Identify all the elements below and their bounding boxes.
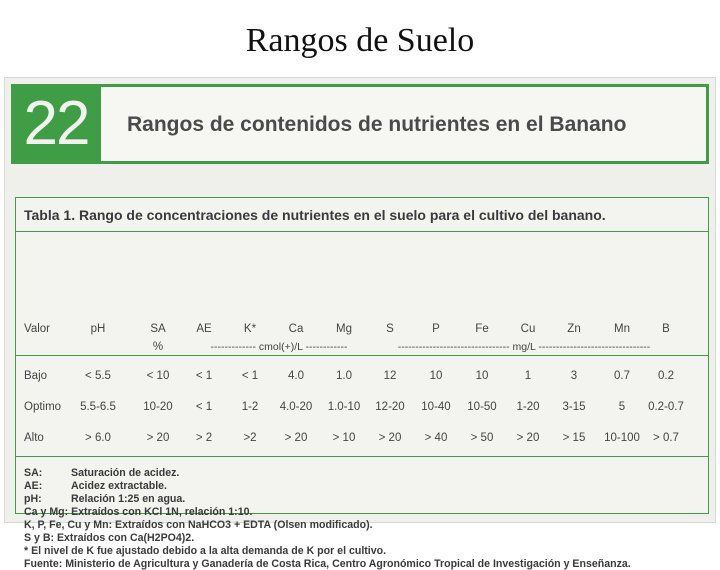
column-header: K* xyxy=(243,323,257,335)
table-cell: < 10 xyxy=(146,370,170,382)
table-cell: 10 xyxy=(475,370,489,382)
row-label: Bajo xyxy=(24,370,48,382)
table-cell: > 15 xyxy=(562,432,586,444)
column-header: Ca xyxy=(288,323,304,335)
column-header: Mg xyxy=(336,323,352,335)
note-text: Ca y Mg: Extraídos con KCl 1N, relación 1:10. xyxy=(24,506,253,518)
note-line xyxy=(24,467,179,479)
sa-unit: % xyxy=(152,341,164,353)
table-cell: > 10 xyxy=(332,432,356,444)
scanned-page xyxy=(4,77,716,570)
column-header: pH xyxy=(90,323,106,335)
note-text: Saturación de acidez. xyxy=(71,467,180,479)
note-line xyxy=(24,506,252,518)
table-cell: 12 xyxy=(383,370,397,382)
table-cell: > 2 xyxy=(195,432,213,444)
table-cell: >2 xyxy=(243,432,257,444)
table-title: Tabla 1. Rango de concentraciones de nutrientes en el suelo para el cultivo del banano. xyxy=(24,207,606,223)
table-cell: 5 xyxy=(618,401,626,413)
table-cell: 1.0 xyxy=(336,370,352,382)
table-cell: 10-40 xyxy=(421,401,451,413)
note-key: AE: xyxy=(24,480,43,492)
table-cell: > 0.7 xyxy=(653,432,679,444)
table-cell: 0.2-0.7 xyxy=(648,401,684,413)
table-cell: 1-2 xyxy=(241,401,259,413)
table-cell: 1 xyxy=(524,370,532,382)
table-rule-header xyxy=(16,355,708,356)
note-text: K, P, Fe, Cu y Mn: Extraídos con NaHCO3 + EDTA (Olsen modificado). xyxy=(24,519,373,531)
chapter-badge xyxy=(11,84,101,164)
table-cell: < 5.5 xyxy=(85,370,111,382)
chapter-number: 22 xyxy=(23,89,89,158)
table-cell: 3 xyxy=(570,370,578,382)
table-cell: > 20 xyxy=(378,432,402,444)
table-cell: 4.0-20 xyxy=(279,401,313,413)
chapter-header xyxy=(101,84,709,164)
table-cell: 10-50 xyxy=(467,401,497,413)
row-label: Alto xyxy=(24,432,44,444)
column-header: Valor xyxy=(24,323,50,335)
table-cell: < 1 xyxy=(241,370,259,382)
table-cell: 0.2 xyxy=(658,370,674,382)
table-rule-bottom xyxy=(16,456,708,457)
note-text: Fuente: Ministerio de Agricultura y Ganadería de Costa Rica, Centro Agronómico Tropical de Investigación y Enseñanza. xyxy=(24,558,631,570)
table-cell: > 40 xyxy=(424,432,448,444)
table-cell: > 20 xyxy=(516,432,540,444)
column-header: S xyxy=(386,323,394,335)
row-label: Optimo xyxy=(24,401,62,413)
chapter-title: Rangos de contenidos de nutrientes en el Banano xyxy=(127,113,627,136)
table-cell: 5.5-6.5 xyxy=(80,401,116,413)
table-rule-top xyxy=(16,231,708,232)
column-header: AE xyxy=(196,323,212,335)
column-header: Fe xyxy=(475,323,489,335)
table-cell: < 1 xyxy=(195,401,213,413)
table-cell: > 50 xyxy=(470,432,494,444)
table-cell: < 1 xyxy=(195,370,213,382)
table-cell: > 20 xyxy=(146,432,170,444)
note-text: Relación 1:25 en agua. xyxy=(71,493,186,505)
table-cell: > 6.0 xyxy=(85,432,111,444)
table-cell: 12-20 xyxy=(375,401,405,413)
slide-title: Rangos de Suelo xyxy=(245,22,475,59)
note-line xyxy=(24,519,373,531)
note-line xyxy=(24,480,167,492)
note-line xyxy=(24,493,185,505)
unit-cmol: ------------- cmol(+)/L ------------ xyxy=(210,341,348,353)
column-header: Cu xyxy=(520,323,536,335)
nutrient-table xyxy=(15,197,709,570)
column-header: P xyxy=(432,323,440,335)
note-line xyxy=(24,558,631,570)
column-header: Mn xyxy=(614,323,630,335)
table-cell: 10 xyxy=(429,370,443,382)
table-cell: > 20 xyxy=(284,432,308,444)
column-header: SA xyxy=(150,323,166,335)
column-header: B xyxy=(662,323,670,335)
table-cell: 1.0-10 xyxy=(327,401,361,413)
table-cell: 3-15 xyxy=(562,401,586,413)
table-cell: 1-20 xyxy=(516,401,540,413)
column-header: Zn xyxy=(567,323,581,335)
note-key: SA: xyxy=(24,467,43,479)
table-cell: 10-20 xyxy=(143,401,173,413)
table-cell: 0.7 xyxy=(614,370,630,382)
note-text: Acidez extractable. xyxy=(71,480,167,492)
unit-mgl: -------------------------------- mg/L -------------------------------- xyxy=(397,341,651,353)
table-cell: 4.0 xyxy=(288,370,304,382)
note-line xyxy=(24,545,386,557)
note-text: * El nivel de K fue ajustado debido a la alta demanda de K por el cultivo. xyxy=(24,545,387,557)
note-line xyxy=(24,532,194,544)
table-cell: 10-100 xyxy=(604,432,640,444)
note-text: S y B: Extraídos con Ca(H2PO4)2. xyxy=(24,532,195,544)
note-key: pH: xyxy=(24,493,42,505)
